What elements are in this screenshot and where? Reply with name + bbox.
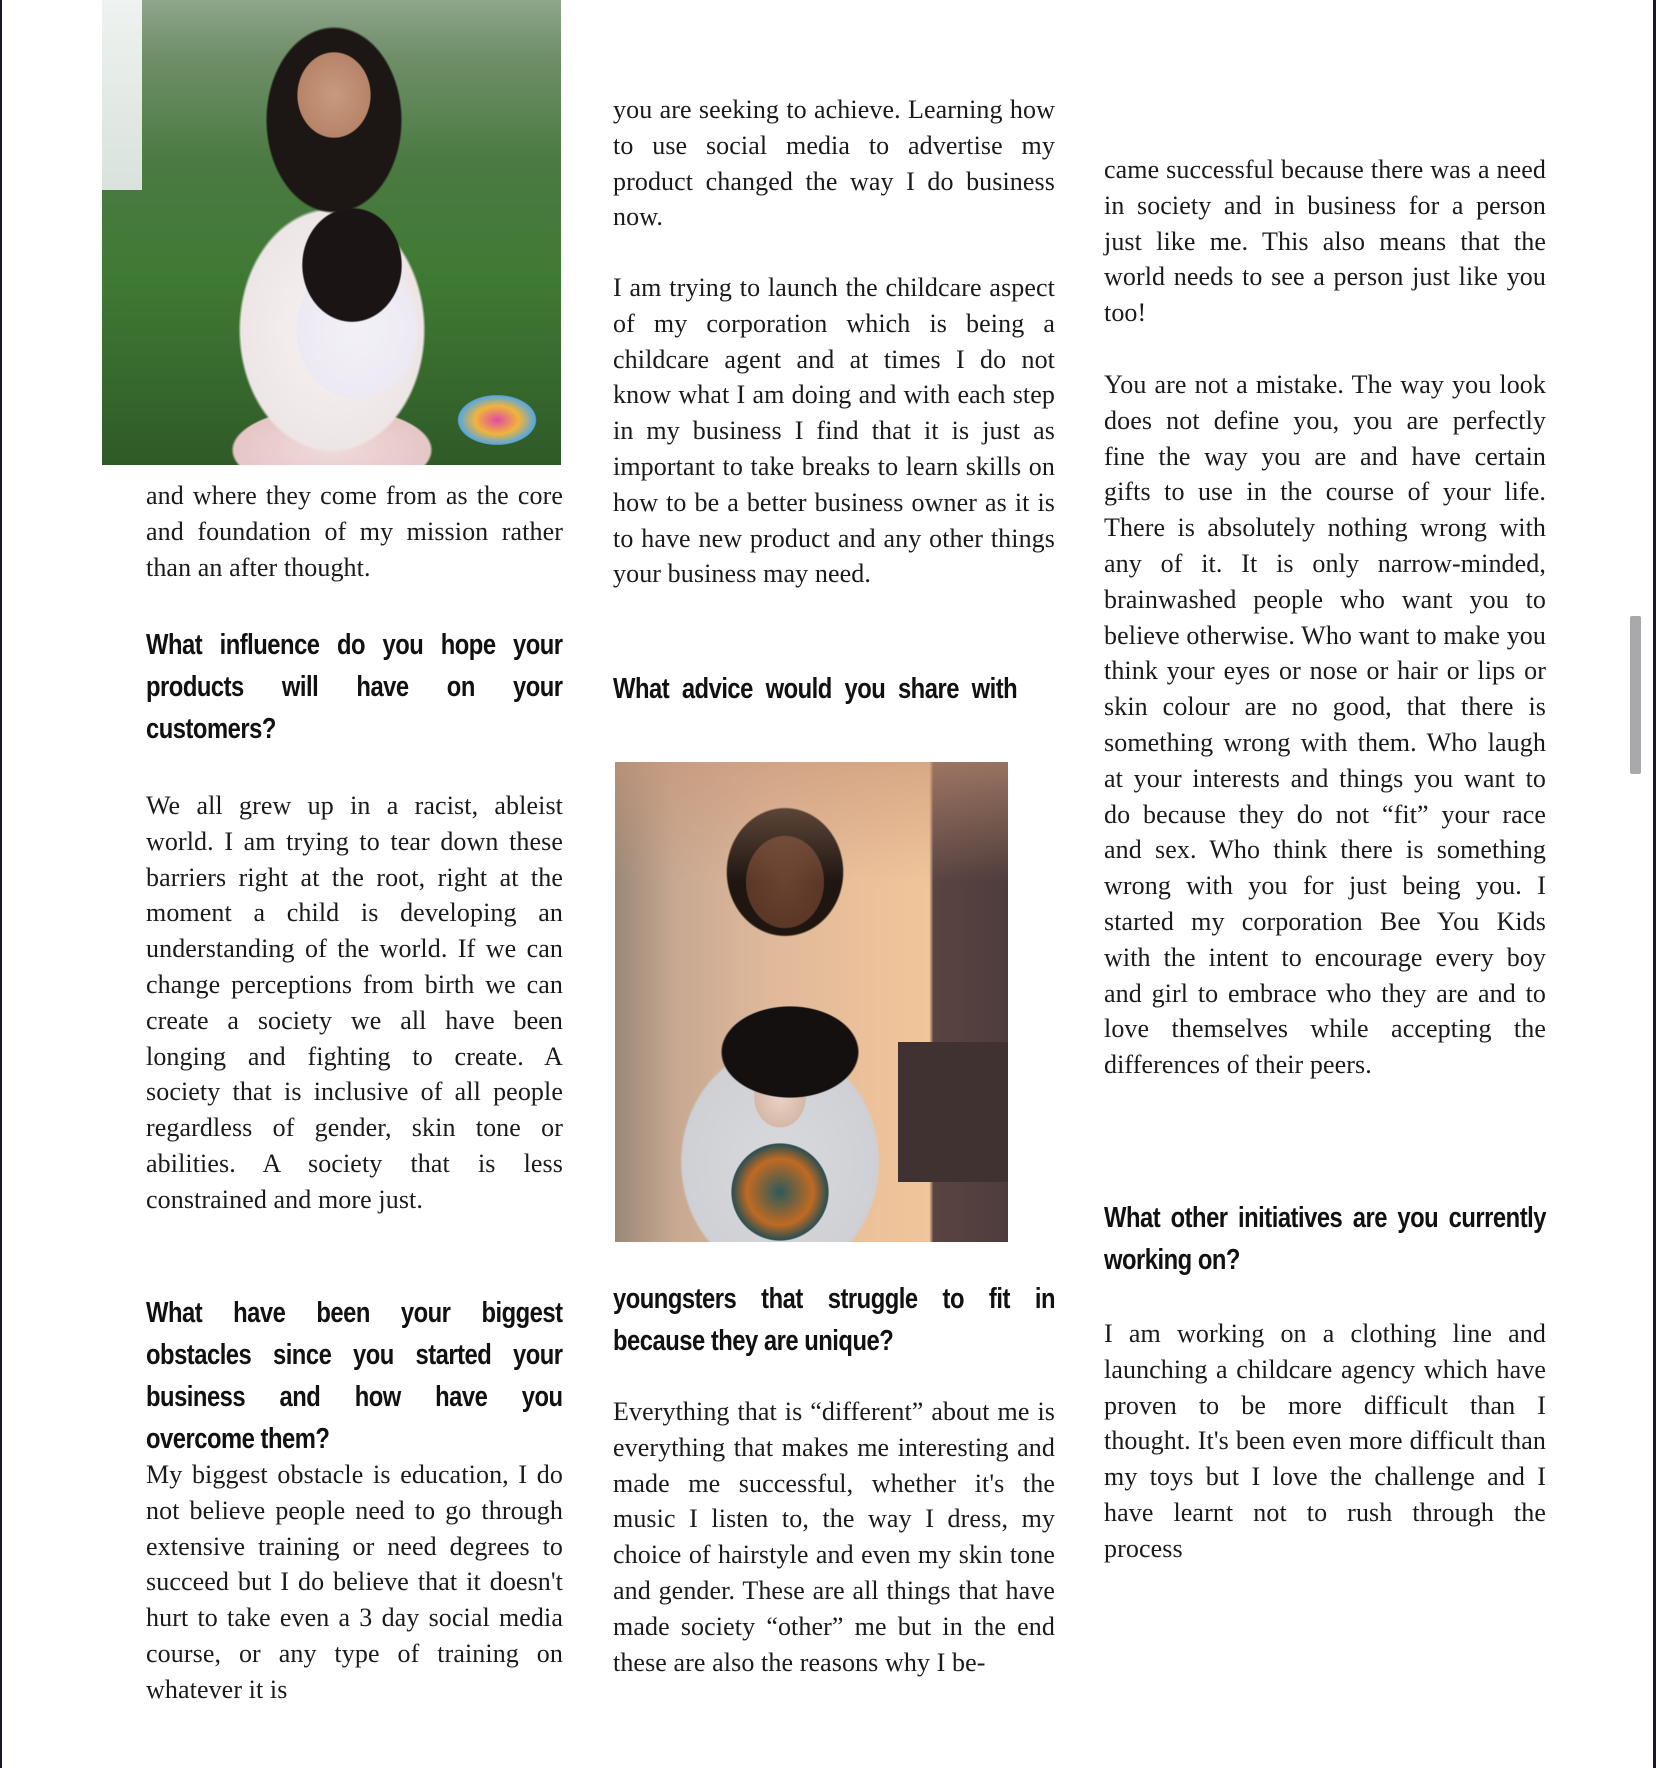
- q4-answer: I am working on a clothing line and launching a childcare agency which have proven to be more difficult than I thought. It's been even more difficult than my toys but I love the challenge and I have learnt not to rush through the process: [1104, 1319, 1546, 1563]
- photo-girl-with-doll: [102, 0, 561, 465]
- vertical-scrollbar[interactable]: [1622, 0, 1648, 1768]
- q3-heading-part1: What advice would you share with: [613, 673, 1018, 705]
- scrollbar-thumb[interactable]: [1630, 616, 1641, 774]
- q2-answer-part3: I am trying to launch the childcare aspect of my corporation which is being a childcare agent and at times I do not know what I am doing and with each step in my business I find that it is just as important to take breaks to learn skills on how to be a better business owner as it is to have new product and any other things your business may need.: [613, 273, 1055, 589]
- q3-answer-part1: Everything that is “different” about me is everything that makes me interesting and made me successful, whether it's the music I listen to, the way I dress, my choice of hairstyle and even my skin tone and gender. These are all things that have made society “other” me but in the end these are also the reasons why I be-: [613, 1397, 1055, 1677]
- q3-answer-part3: You are not a mistake. The way you look does not define you, you are perfectly fine the way you are and have certain gifts to use in the course of your life. There is absolutely nothing wrong with any of it. It is only narrow-minded, brainwashed people who want you to believe otherwise. Who want to make you think your eyes or nose or hair or lips or skin colour are no good, that there is something wrong with them. Who laugh at your interests and things you want to do because they do not “fit” your race and sex. Who think there is something wrong with you for just being you. I started my corporation Bee You Kids with the intent to encourage every boy and girl to embrace who they are and to love themselves while accepting the differences of their peers.: [1104, 370, 1546, 1080]
- q4-heading: What other initiatives are you currently working on?: [1104, 1202, 1546, 1276]
- q1-heading: What influence do you hope your products will have on your customers?: [146, 629, 563, 745]
- q3-answer-part2: came successful because there was a need in society and in business for a person just like me. This also means that the world needs to see a person just like you too!: [1104, 155, 1546, 328]
- photo-child-with-black-doll: [615, 762, 1008, 1242]
- q2-answer-part1: My biggest obstacle is education, I do not believe people need to go through extensive training or need degrees to succeed but I do believe that it doesn't hurt to take even a 3 day social media course, or any type of training on whatever it is: [146, 1460, 563, 1704]
- q2-answer-part2: you are seeking to achieve. Learning how to use social media to advertise my product changed the way I do business now.: [613, 95, 1055, 232]
- q2-heading: What have been your biggest obstacles since you started your business and how have you overcome them?: [146, 1297, 563, 1455]
- q3-heading-part2: youngsters that struggle to fit in because they are unique?: [613, 1283, 1055, 1357]
- col1-intro-paragraph: and where they come from as the core and foundation of my mission rather than an after thought.: [146, 481, 563, 582]
- q1-answer: We all grew up in a racist, ableist world. I am trying to tear down these barriers right at the root, right at the moment a child is developing an understanding of the world. If we can change perceptions from birth we can create a society we all have been longing and fighting to create. A society that is inclusive of all people regardless of gender, skin tone or abilities. A society that is less constrained and more just.: [146, 791, 563, 1214]
- viewer-left-border: [0, 0, 2, 1768]
